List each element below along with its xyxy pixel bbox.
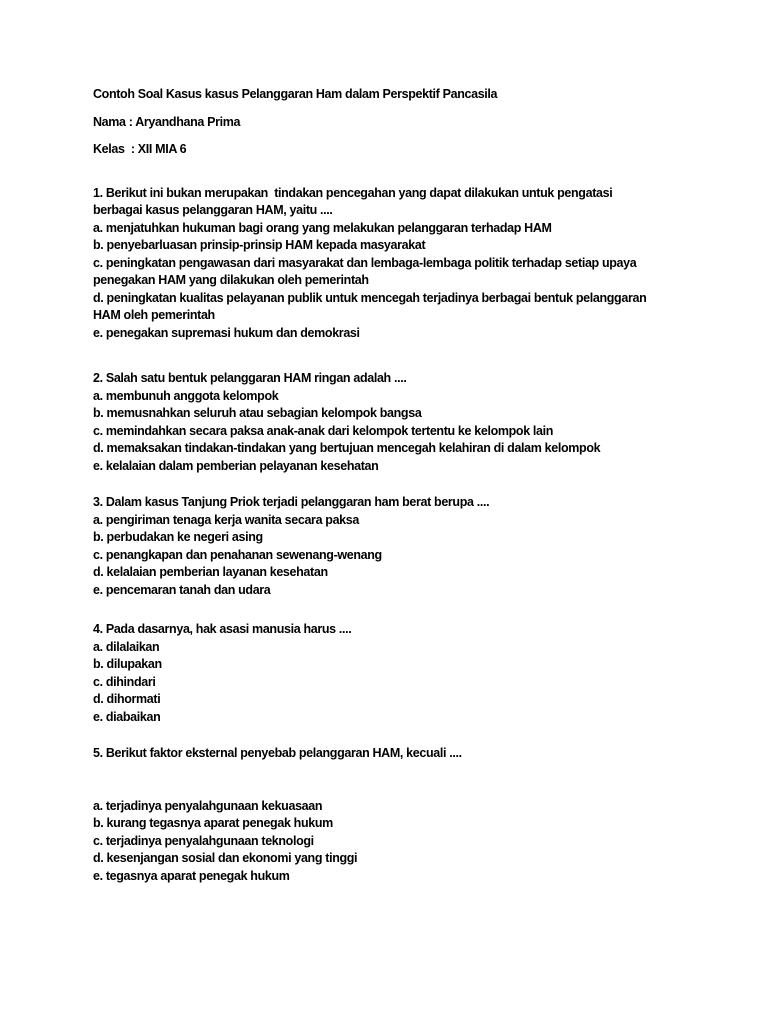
question-1-option-c-line-2: penegakan HAM yang dilakukan oleh pemerintah bbox=[93, 273, 369, 287]
question-2-option-e: e. kelalaian dalam pemberian pelayanan kesehatan bbox=[93, 458, 379, 473]
question-3-option-a: a. pengiriman tenaga kerja wanita secara paksa bbox=[93, 512, 359, 527]
question-1-option-b: b. penyebarluasan prinsip-prinsip HAM kepada masyarakat bbox=[93, 238, 426, 252]
question-1-option-d-line-1: d. peningkatan kualitas pelayanan publik untuk mencegah terjadinya berbagai bentuk pelanggaran bbox=[93, 290, 647, 305]
question-2-option-c: c. memindahkan secara paksa anak-anak dari kelompok tertentu ke kelompok lain bbox=[93, 423, 554, 438]
question-3-option-e: e. pencemaran tanah dan udara bbox=[93, 582, 271, 597]
question-5-option-c: c. terjadinya penyalahgunaan teknologi bbox=[93, 833, 314, 848]
question-1-option-e: e. penegakan supremasi hukum dan demokrasi bbox=[93, 325, 360, 340]
question-4-option-d: d. dihormati bbox=[93, 692, 161, 706]
question-4-option-b: b. dilupakan bbox=[93, 657, 162, 671]
question-4-text: 4. Pada dasarnya, hak asasi manusia harus .... bbox=[93, 622, 352, 636]
question-3-option-d: d. kelalaian pemberian layanan kesehatan bbox=[93, 565, 328, 579]
question-4-option-e: e. diabaikan bbox=[93, 709, 161, 724]
student-name-line: Nama : Aryandhana Prima bbox=[93, 114, 241, 129]
question-1-text-line-2: berbagai kasus pelanggaran HAM, yaitu .... bbox=[93, 203, 333, 217]
question-2-option-a: a. membunuh anggota kelompok bbox=[93, 388, 279, 403]
question-4 bbox=[93, 621, 718, 726]
question-3 bbox=[93, 494, 718, 599]
question-1-text-line-1: 1. Berikut ini bukan merupakan tindakan pencegahan yang dapat dilakukan untuk pengatasi bbox=[93, 185, 613, 200]
question-1 bbox=[93, 185, 718, 343]
question-5-option-a: a. terjadinya penyalahgunaan kekuasaan bbox=[93, 798, 323, 813]
question-2-text: 2. Salah satu bentuk pelanggaran HAM ringan adalah .... bbox=[93, 371, 407, 385]
question-1-option-c-line-1: c. peningkatan pengawasan dari masyarakat dan lembaga-lembaga politik terhadap setiap upaya bbox=[93, 255, 637, 270]
question-5-option-e: e. tegasnya aparat penegak hukum bbox=[93, 868, 290, 883]
question-4-option-c: c. dihindari bbox=[93, 674, 156, 689]
question-5-option-d: d. kesenjangan sosial dan ekonomi yang tinggi bbox=[93, 851, 358, 865]
question-2-option-b: b. memusnahkan seluruh atau sebagian kelompok bangsa bbox=[93, 406, 422, 420]
question-5 bbox=[93, 745, 718, 885]
question-2-option-d: d. memaksakan tindakan-tindakan yang bertujuan mencegah kelahiran di dalam kelompok bbox=[93, 441, 601, 455]
question-4-option-a: a. dilalaikan bbox=[93, 639, 160, 654]
question-1-option-a: a. menjatuhkan hukuman bagi orang yang melakukan pelanggaran terhadap HAM bbox=[93, 220, 552, 235]
question-3-option-b: b. perbudakan ke negeri asing bbox=[93, 530, 263, 544]
question-2 bbox=[93, 370, 718, 475]
question-5-options bbox=[93, 798, 718, 886]
question-3-text: 3. Dalam kasus Tanjung Priok terjadi pelanggaran ham berat berupa .... bbox=[93, 495, 490, 509]
document-title: Contoh Soal Kasus kasus Pelanggaran Ham dalam Perspektif Pancasila bbox=[93, 87, 498, 101]
question-5-option-b: b. kurang tegasnya aparat penegak hukum bbox=[93, 816, 333, 830]
question-5-text: 5. Berikut faktor eksternal penyebab pelanggaran HAM, kecuali .... bbox=[93, 746, 462, 760]
student-class-line: Kelas : XII MIA 6 bbox=[93, 142, 187, 156]
question-3-option-c: c. penangkapan dan penahanan sewenang-wenang bbox=[93, 547, 382, 562]
question-1-option-d-line-2: HAM oleh pemerintah bbox=[93, 308, 215, 322]
